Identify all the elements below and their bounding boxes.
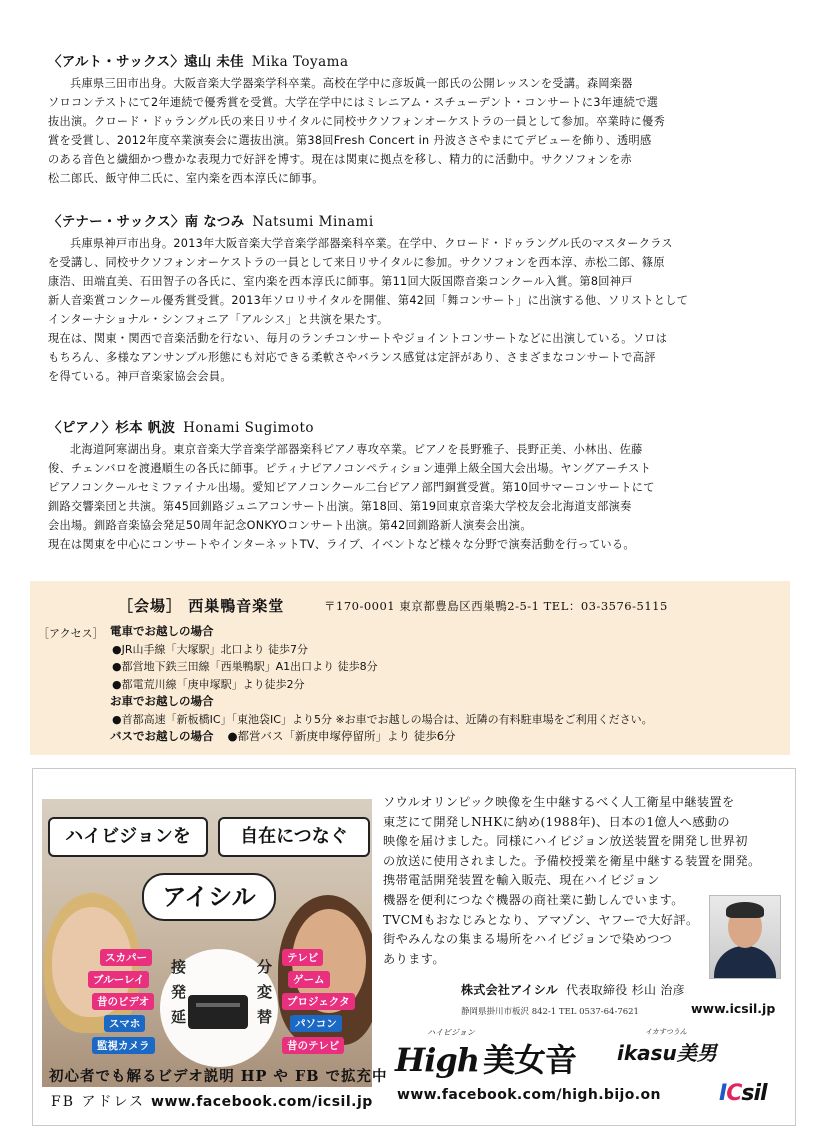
access-item: ●都営バス「新庚申塚停留所」より 徒歩6分 [227, 729, 456, 743]
company-website-link[interactable]: www.icsil.jp [691, 1001, 776, 1016]
fb-link[interactable]: www.facebook.com/icsil.jp [151, 1094, 373, 1110]
access-list [110, 623, 785, 746]
venue-panel [30, 581, 790, 755]
company-rep: 代表取締役 杉山 治彦 [566, 983, 685, 997]
performer-bio [48, 440, 770, 554]
performer-alto-sax [48, 50, 770, 188]
ad-bubble-right: 自在につなぐ [218, 817, 370, 857]
performer-tenor-sax [48, 210, 770, 386]
access-item: ●JR山手線「大塚駅」北口より 徒歩7分 [112, 642, 308, 656]
icsil-logo: ICsil [719, 1081, 767, 1106]
brand-fb-link[interactable]: www.facebook.com/high.bijo.on [397, 1087, 661, 1103]
bio-paragraph: 現在は、関東・関西で音楽活動を行ない、毎月のランチコンサートやジョイントコンサートなどに出演している。ソロは もちろん、多様なアンサンブル形態にも対応できる柔軟さやバランス感覚は定評があり、さまざまなコンサートで高評 を得ている。神戸音楽家協会会員。 [48, 332, 668, 383]
ad-photo [42, 799, 372, 1087]
performer-piano [48, 416, 770, 554]
bio-paragraph: 現在は関東を中心にコンサートやインターネットTV、ライブ、イベントなど様々な分野で演奏活動を行っている。 [48, 538, 635, 551]
access-label: ［アクセス］ [38, 627, 104, 640]
ad-vertical-left: 接発延 [169, 959, 187, 1034]
performer-bio [48, 234, 770, 386]
ad-bubble-left: ハイビジョンを [48, 817, 208, 857]
bio-paragraph: 兵庫県神戸市出身。2013年大阪音楽大学音楽学部器楽科卒業。在学中、クロード・ドゥラングル氏のマスタークラス を受講し、同校サクソフォンオーケストラの一員として来日リサイタルに参加。サクソフォンを西本淳、赤松二郎、篠原 康浩、田端直美、石田智子の各氏に、室内楽を西本淳氏に師事。第11回大阪国際音楽コンクール入賞。第8回神戸 新人音楽賞コンクール優秀賞受賞。2013年ソロリサイタルを開催、第42回「舞コンサート」に出演する他、ソリストとして インターナショナル・シンフォニア「アルシス」と共演を果たす。 [48, 237, 689, 326]
ad-tag: 昔のテレビ [282, 1037, 344, 1054]
ad-bubble-center: アイシル [142, 873, 276, 921]
access-item: ●都電荒川線「庚申塚駅」より徒歩2分 [112, 677, 305, 691]
advertisement [32, 768, 796, 1126]
ad-description: ソウルオリンピック映像を生中継するべく人工衛星中継装置を 東芝にて開発しNHKに納め(1988年)、日本の1億人へ感動の 映像を届けました。同様にハイビジョン放送装置を開発し世界初 の放送に使用されました。予備校授業を衛星中継する装置を開発。 携帯電話開発装置を輸入販売、現在ハイビジョン 機器を便利につなぐ機器の商社業に勤しんでいます。 TVCMもおなじみとなり、アマゾン、ヤフーで大好評。 街やみんなの集まる場所をハイビジョンで染めつつ あります。 [383, 795, 761, 966]
venue-title: ［会場］ 西巣鴨音楽堂 [118, 597, 285, 615]
venue-address: 〒170-0001 東京都豊島区西巣鴨2-5-1 TEL：03-3576-5115 [324, 599, 668, 613]
ad-tag: テレビ [282, 949, 323, 966]
ad-vertical-right: 分変替 [255, 959, 273, 1034]
brand-high-bijo-logo: ハイビジョン High 美女音 [395, 1028, 577, 1079]
converter-device-icon [188, 995, 248, 1029]
ad-tag: スカパー [100, 949, 152, 966]
performer-heading: 〈アルト・サックス〉遠山 未佳 Mika Toyama [48, 54, 349, 70]
bus-access [110, 728, 785, 746]
performer-heading: 〈ピアノ〉杉本 帆波 Honami Sugimoto [48, 420, 315, 436]
ceo-portrait [709, 895, 781, 979]
ad-tag: スマホ [104, 1015, 145, 1032]
bio-paragraph: 兵庫県三田市出身。大阪音楽大学器楽学科卒業。高校在学中に彦坂眞一郎氏の公開レッスンを受講。森岡楽器 ソロコンテストにて2年連続で優秀賞を受賞。大学在学中にはミレニアム・スチューデント・コンサートに3年連続で選 抜出演。クロード・ドゥラングル氏の来日リサイタルに同校サクソフォンオーケストラの一員として参加。卒業時に優秀 賞を受賞し、2012年度卒業演奏会に選抜出演。第38回Fresh Concert in 丹波ささやまにてデビューを飾り、透明感 のある音色と繊細かつ豊かな表現力で好評を博す。現在は関東に拠点を移し、精力的に活動中。サクソフォンを赤 松二郎氏、飯守伸二氏に、室内楽を西本淳氏に師事。 [48, 77, 666, 185]
bio-paragraph: 北海道阿寒湖出身。東京音楽大学音楽学部器楽科ピアノ専攻卒業。ピアノを長野雅子、長野正美、小林出、佐藤 俊、チェンバロを渡邉順生の各氏に師事。ピティナピアノコンペティション連弾上級全国大会出場。ヤングアーチスト ピアノコンクールセミファイナル出場。愛知ピアノコンクール二台ピアノ部門銅賞受賞。第10回サマーコンサートにて 釧路交響楽団と共演。第45回釧路ジュニアコンサート出演。第18回、第19回東京音楽大学校友会北海道支部演奏 会出場。釧路音楽協会発足50周年記念ONKYOコンサート出演。第42回釧路新人演奏会出演。 [48, 443, 655, 532]
performer-heading: 〈テナー・サックス〉南 なつみ Natsumi Minami [48, 214, 374, 230]
ad-fb-address: FB アドレス www.facebook.com/icsil.jp [51, 1094, 373, 1110]
brand-ikasu-logo: イカすつうん ikasu美男 [617, 1028, 717, 1065]
company-name: 株式会社アイシル [461, 983, 559, 997]
ad-company [461, 981, 685, 998]
ad-tag: プロジェクタ [282, 993, 355, 1010]
ad-tag: パソコン [290, 1015, 342, 1032]
access-item: ●都営地下鉄三田線「西巣鴨駅」A1出口より 徒歩8分 [112, 660, 378, 673]
train-heading: 電車でお越しの場合 [110, 624, 214, 638]
company-address: 静岡県掛川市板沢 842-1 TEL 0537-64-7621 [461, 1007, 639, 1017]
ad-tag: ゲーム [288, 971, 330, 988]
ad-tag: 監視カメラ [92, 1037, 155, 1054]
ad-tag: 昔のビデオ [92, 993, 154, 1010]
ad-caption: 初心者でも解るビデオ説明 HP や FB で拡充中 [49, 1068, 388, 1085]
access-item: ●首都高速「新板橋IC」「東池袋IC」より5分 ※お車でお越しの場合は、近隣の有料駐車場をご利用ください。 [112, 712, 653, 726]
car-heading: お車でお越しの場合 [110, 694, 214, 708]
ad-tag: ブルーレイ [88, 971, 149, 988]
bus-heading: バスでお越しの場合 [110, 729, 214, 743]
performer-bio [48, 74, 770, 188]
